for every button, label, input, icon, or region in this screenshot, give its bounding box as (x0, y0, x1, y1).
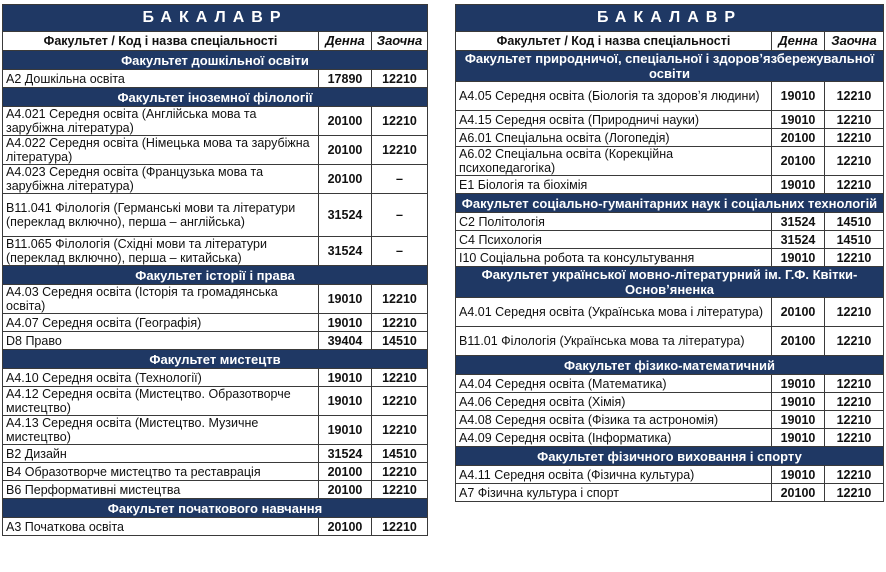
table-row (456, 466, 884, 484)
specialty-name: А4.11 Середня освіта (Фізична культура) (456, 466, 772, 484)
table-row (456, 393, 884, 411)
day-price: 19010 (772, 466, 825, 484)
day-price: 19010 (772, 411, 825, 429)
specialty-name: С4 Психологія (456, 231, 772, 249)
day-price: 31524 (319, 194, 372, 237)
table-row (456, 327, 884, 356)
specialty-name: А4.12 Середня освіта (Мистецтво. Образотворче мистецтво) (3, 387, 319, 416)
table-row (3, 369, 428, 387)
specialty-name: В11.065 Філологія (Східні мови та літератури (переклад включно), перша – китайська) (3, 237, 319, 266)
table-row (3, 70, 428, 88)
part-time-price: 12210 (372, 518, 428, 536)
specialty-name: С2 Політологія (456, 213, 772, 231)
day-price: 19010 (772, 111, 825, 129)
faculty-row (3, 266, 428, 285)
table-row (456, 375, 884, 393)
column-header-part: Заочна (825, 32, 884, 51)
specialty-name: А4.09 Середня освіта (Інформатика) (456, 429, 772, 447)
table-row (3, 445, 428, 463)
table-row (3, 165, 428, 194)
table-row (456, 298, 884, 327)
faculty-name: Факультет дошкільної освіти (3, 51, 428, 70)
day-price: 20100 (772, 129, 825, 147)
table-row (456, 411, 884, 429)
specialty-name: В11.041 Філологія (Германські мови та літератури (переклад включно), перша – англійська) (3, 194, 319, 237)
specialty-name: А4.023 Середня освіта (Французька мова та зарубіжна література) (3, 165, 319, 194)
column-header-faculty: Факультет / Код і назва спеціальності (456, 32, 772, 51)
part-time-price: 14510 (825, 231, 884, 249)
specialty-name: В4 Образотворче мистецтво та реставрація (3, 463, 319, 481)
table-row (456, 213, 884, 231)
faculty-row (456, 447, 884, 466)
specialty-name: А4.01 Середня освіта (Українська мова і література) (456, 298, 772, 327)
part-time-price: 12210 (825, 298, 884, 327)
part-time-price: 12210 (825, 429, 884, 447)
day-price: 20100 (319, 463, 372, 481)
faculty-row (456, 356, 884, 375)
specialty-name: А6.02 Спеціальна освіта (Корекційна психопедагогіка) (456, 147, 772, 176)
specialty-name: В2 Дизайн (3, 445, 319, 463)
part-time-price: 12210 (372, 136, 428, 165)
day-price: 20100 (319, 165, 372, 194)
right-table (455, 4, 884, 502)
specialty-name: А4.022 Середня освіта (Німецька мова та зарубіжна література) (3, 136, 319, 165)
column-header-part: Заочна (372, 32, 428, 51)
day-price: 19010 (319, 369, 372, 387)
part-time-price: 12210 (825, 375, 884, 393)
table-row (456, 129, 884, 147)
specialty-name: А3 Початкова освіта (3, 518, 319, 536)
day-price: 19010 (319, 285, 372, 314)
day-price: 17890 (319, 70, 372, 88)
part-time-price: 12210 (825, 129, 884, 147)
day-price: 20100 (319, 481, 372, 499)
day-price: 19010 (319, 314, 372, 332)
part-time-price: 12210 (372, 369, 428, 387)
faculty-name: Факультет соціально-гуманітарних наук і соціальних технологій (456, 194, 884, 213)
left-table (2, 4, 428, 536)
table-row (3, 387, 428, 416)
faculty-name: Факультет фізико-математичний (456, 356, 884, 375)
table-row (456, 249, 884, 267)
part-time-price: 12210 (825, 393, 884, 411)
table-row (3, 107, 428, 136)
table-row (3, 237, 428, 266)
part-time-price: 12210 (372, 416, 428, 445)
faculty-name: Факультет початкового навчання (3, 499, 428, 518)
part-time-price: 12210 (825, 249, 884, 267)
table-row (3, 332, 428, 350)
part-time-price: 12210 (825, 327, 884, 356)
specialty-name: А7 Фізична культура і спорт (456, 484, 772, 502)
faculty-name: Факультет природничої, спеціальної і здоровʼязбережувальної освіти (456, 51, 884, 82)
part-time-price: 12210 (372, 387, 428, 416)
day-price: 19010 (319, 387, 372, 416)
part-time-price: 12210 (825, 111, 884, 129)
day-price: 19010 (772, 429, 825, 447)
specialty-name: D8 Право (3, 332, 319, 350)
table-row (456, 176, 884, 194)
table-row (456, 147, 884, 176)
part-time-price: – (372, 194, 428, 237)
specialty-name: А4.04 Середня освіта (Математика) (456, 375, 772, 393)
table-row (456, 111, 884, 129)
day-price: 39404 (319, 332, 372, 350)
faculty-name: Факультет мистецтв (3, 350, 428, 369)
faculty-row (3, 88, 428, 107)
specialty-name: А4.021 Середня освіта (Англійська мова та зарубіжна література) (3, 107, 319, 136)
specialty-name: А6.01 Спеціальна освіта (Логопедія) (456, 129, 772, 147)
day-price: 19010 (772, 176, 825, 194)
specialty-name: А4.08 Середня освіта (Фізика та астрономія) (456, 411, 772, 429)
day-price: 20100 (772, 327, 825, 356)
day-price: 19010 (772, 393, 825, 411)
table-row (456, 82, 884, 111)
day-price: 19010 (772, 375, 825, 393)
specialty-name: В11.01 Філологія (Українська мова та література) (456, 327, 772, 356)
day-price: 19010 (772, 82, 825, 111)
faculty-row (3, 499, 428, 518)
part-time-price: 12210 (372, 481, 428, 499)
day-price: 31524 (772, 231, 825, 249)
day-price: 20100 (319, 136, 372, 165)
part-time-price: 12210 (372, 463, 428, 481)
part-time-price: 12210 (372, 314, 428, 332)
specialty-name: А4.07 Середня освіта (Географія) (3, 314, 319, 332)
table-row (3, 136, 428, 165)
day-price: 31524 (319, 237, 372, 266)
specialty-name: А4.03 Середня освіта (Історія та громадянська освіта) (3, 285, 319, 314)
part-time-price: 12210 (825, 147, 884, 176)
table-row (3, 314, 428, 332)
table-row (3, 518, 428, 536)
specialty-name: В6 Перформативні мистецтва (3, 481, 319, 499)
part-time-price: 12210 (825, 411, 884, 429)
part-time-price: 12210 (825, 82, 884, 111)
day-price: 20100 (319, 518, 372, 536)
part-time-price: 14510 (372, 332, 428, 350)
table-row (456, 429, 884, 447)
part-time-price: 12210 (372, 70, 428, 88)
specialty-name: І10 Соціальна робота та консультування (456, 249, 772, 267)
specialty-name: А4.06 Середня освіта (Хімія) (456, 393, 772, 411)
specialty-name: А2 Дошкільна освіта (3, 70, 319, 88)
column-header-faculty: Факультет / Код і назва спеціальності (3, 32, 319, 51)
day-price: 20100 (772, 147, 825, 176)
table-title: БАКАЛАВР (3, 5, 428, 32)
day-price: 19010 (772, 249, 825, 267)
table-row (3, 285, 428, 314)
table-row (456, 484, 884, 502)
part-time-price: 12210 (825, 176, 884, 194)
faculty-row (3, 51, 428, 70)
table-row (3, 481, 428, 499)
part-time-price: 12210 (825, 484, 884, 502)
faculty-row (3, 350, 428, 369)
day-price: 20100 (319, 107, 372, 136)
part-time-price: 12210 (372, 285, 428, 314)
part-time-price: 12210 (825, 466, 884, 484)
column-header-day: Денна (772, 32, 825, 51)
faculty-name: Факультет української мовно-літературний ім. Г.Ф. Квітки-Основʼяненка (456, 267, 884, 298)
faculty-name: Факультет історії і права (3, 266, 428, 285)
day-price: 20100 (772, 298, 825, 327)
part-time-price: 14510 (372, 445, 428, 463)
faculty-row (456, 267, 884, 298)
day-price: 20100 (772, 484, 825, 502)
table-row (3, 416, 428, 445)
day-price: 31524 (772, 213, 825, 231)
faculty-row (456, 51, 884, 82)
table-row (3, 463, 428, 481)
part-time-price: – (372, 165, 428, 194)
day-price: 31524 (319, 445, 372, 463)
day-price: 19010 (319, 416, 372, 445)
part-time-price: – (372, 237, 428, 266)
part-time-price: 12210 (372, 107, 428, 136)
specialty-name: Е1 Біологія та біохімія (456, 176, 772, 194)
part-time-price: 14510 (825, 213, 884, 231)
faculty-name: Факультет іноземної філології (3, 88, 428, 107)
faculty-name: Факультет фізичного виховання і спорту (456, 447, 884, 466)
specialty-name: А4.05 Середня освіта (Біологія та здоровʼя людини) (456, 82, 772, 111)
table-row (3, 194, 428, 237)
table-title: БАКАЛАВР (456, 5, 884, 32)
faculty-row (456, 194, 884, 213)
column-header-day: Денна (319, 32, 372, 51)
specialty-name: А4.13 Середня освіта (Мистецтво. Музичне мистецтво) (3, 416, 319, 445)
table-row (456, 231, 884, 249)
specialty-name: А4.15 Середня освіта (Природничі науки) (456, 111, 772, 129)
specialty-name: А4.10 Середня освіта (Технології) (3, 369, 319, 387)
